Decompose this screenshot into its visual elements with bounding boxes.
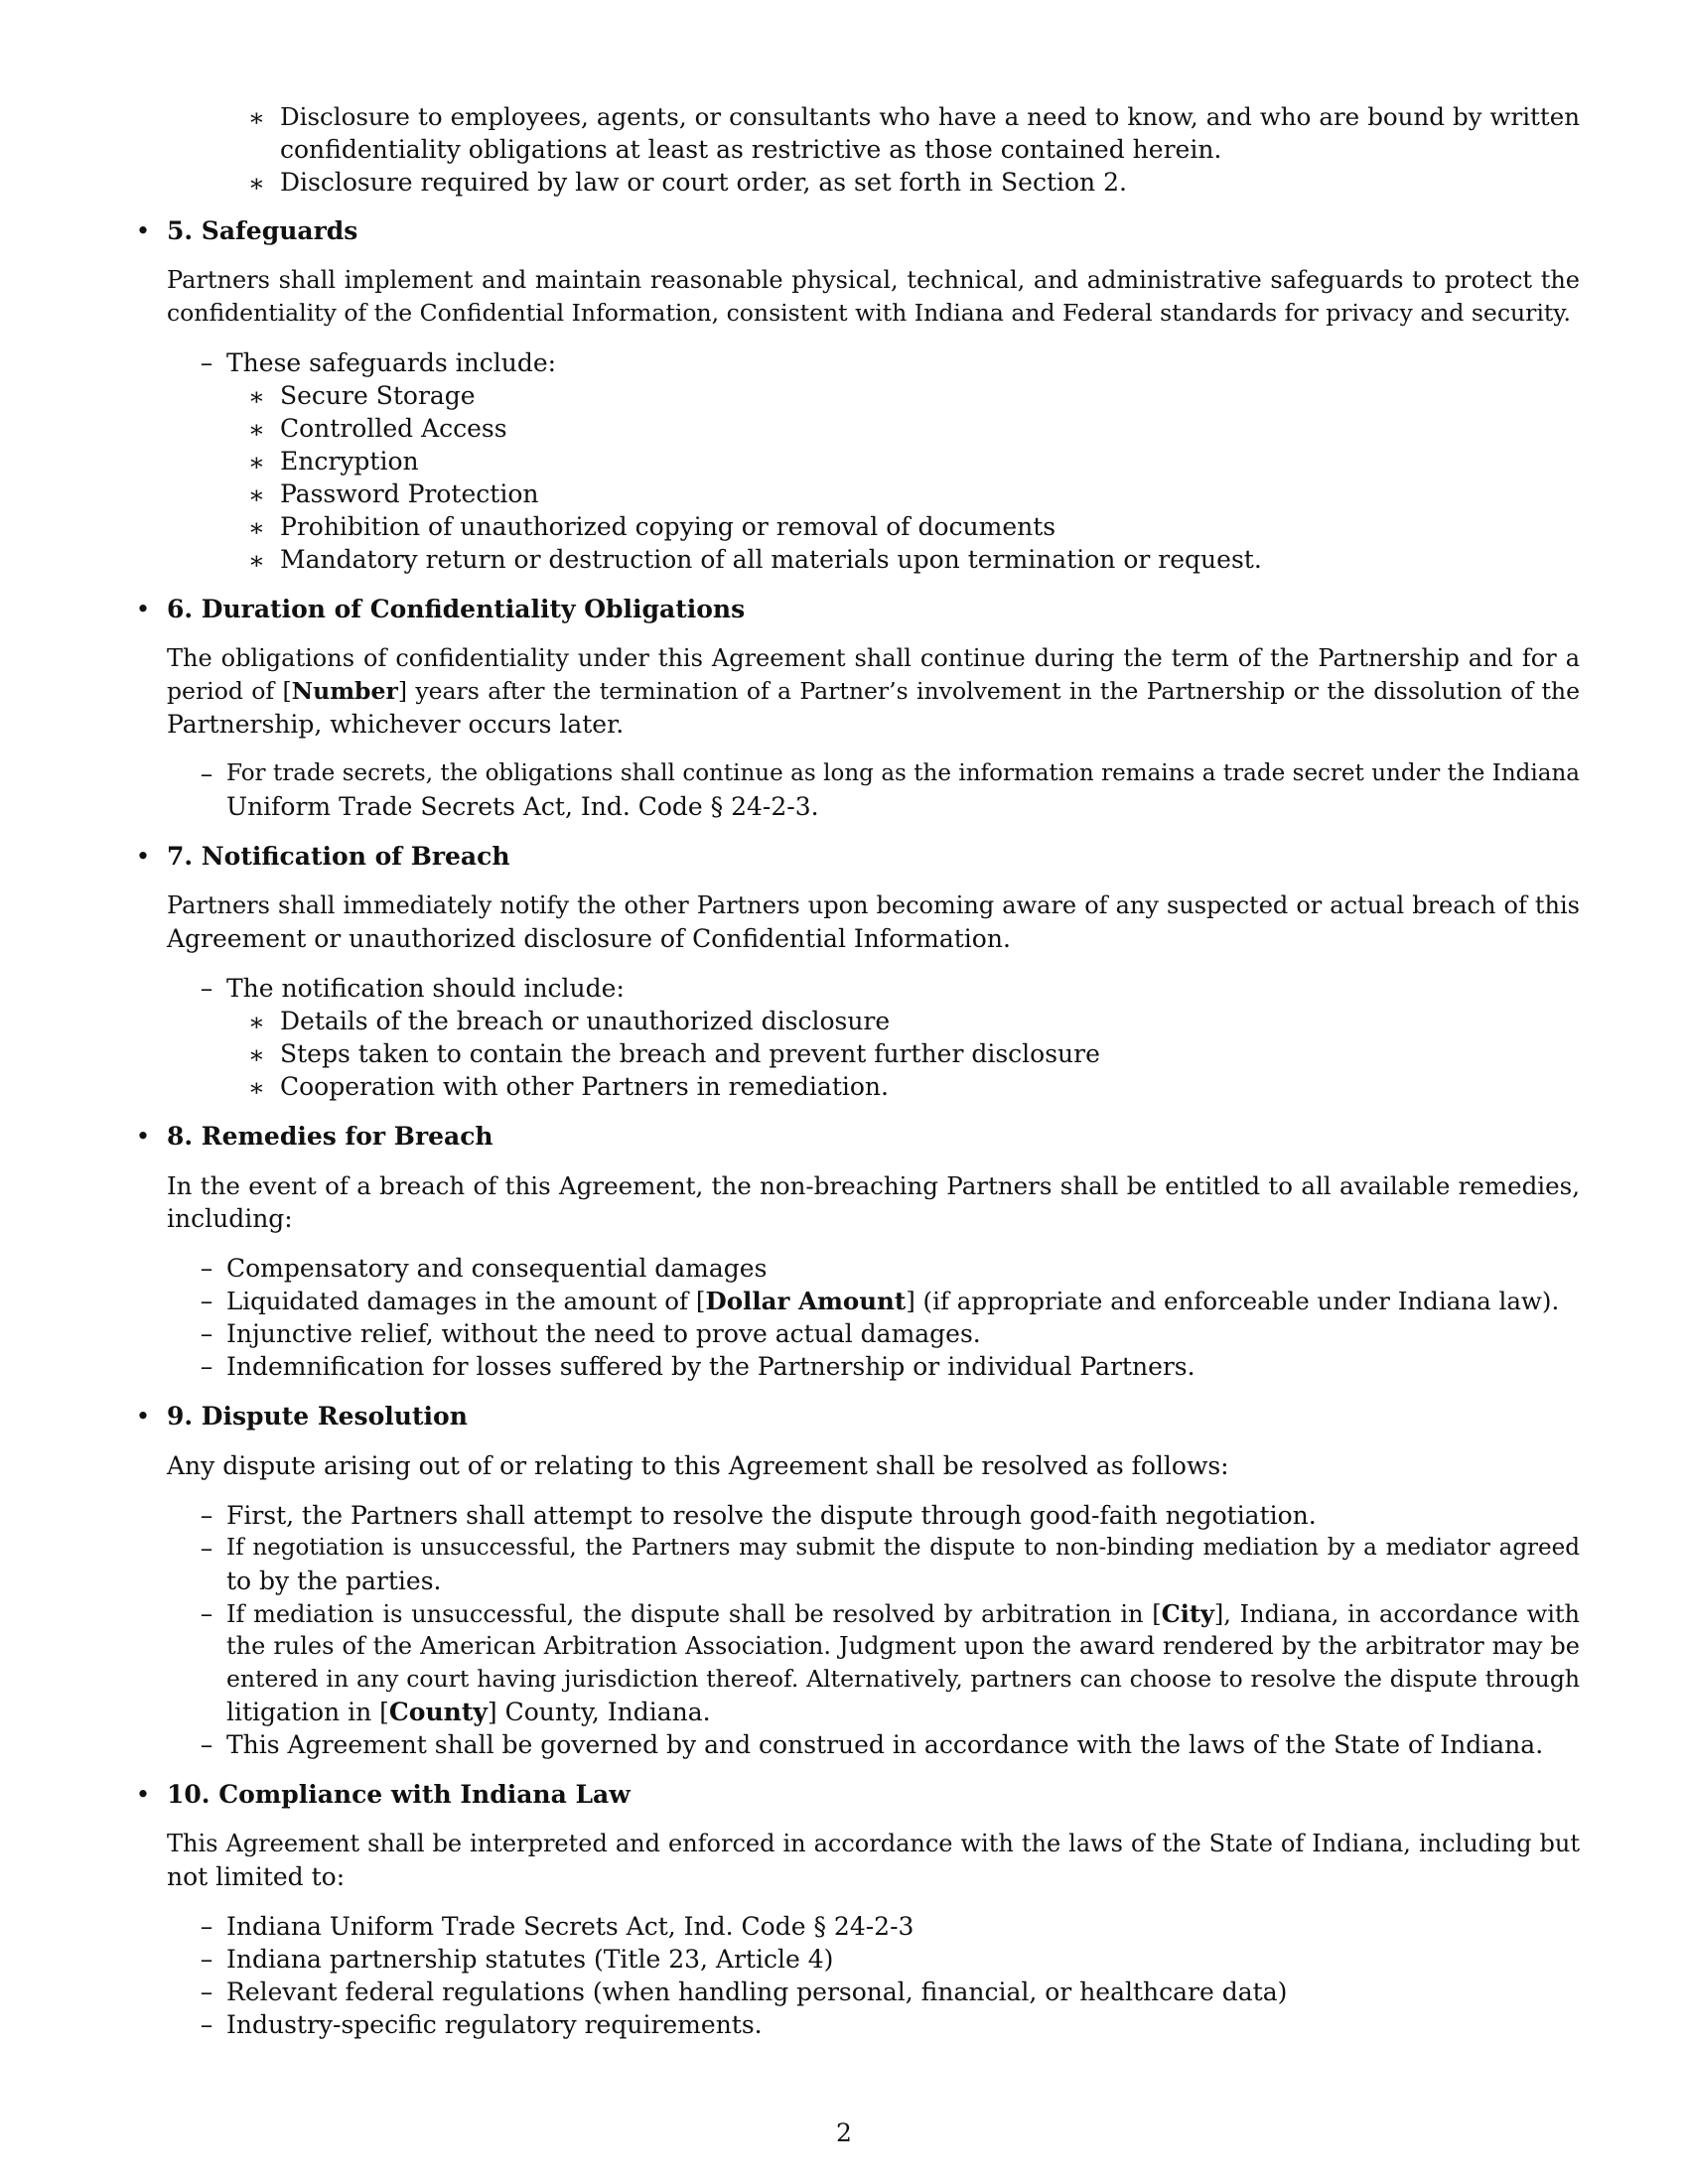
section-6-item-line-1: For trade secrets, the obligations shall continue as long as the information remains a trade secret under the Indiana — [226, 760, 1580, 786]
dash-bullet-icon: – — [200, 974, 213, 1003]
section-10-title: 10. Compliance with Indiana Law — [167, 1780, 631, 1809]
section-5-para-line-1: Partners shall implement and maintain reasonable physical, technical, and administrative safeguards to protect the — [167, 266, 1580, 294]
section-9-para: Any dispute arising out of or relating to this Agreement shall be resolved as follows: — [167, 1451, 1229, 1480]
section-10-item: Indiana partnership statutes (Title 23, Article 4) — [226, 1945, 834, 1974]
section-7-lead: The notification should include: — [226, 974, 625, 1003]
star-bullet-icon: ∗ — [248, 448, 265, 477]
section-6-para-line-3: Partnership, whichever occurs later. — [167, 710, 625, 739]
star-bullet-icon: ∗ — [248, 513, 265, 542]
dash-bullet-icon: – — [200, 1912, 213, 1941]
bullet-dot-icon: • — [135, 1780, 151, 1809]
section-8-item: Indemnification for losses suffered by the Partnership or individual Partners. — [226, 1352, 1196, 1381]
section-9-item: First, the Partners shall attempt to resolve the dispute through good-faith negotiation. — [226, 1501, 1317, 1530]
section-9-item: This Agreement shall be governed by and construed in accordance with the laws of the State of Indiana. — [226, 1730, 1544, 1759]
section-10-para-line-2: not limited to: — [167, 1862, 346, 1891]
bullet-dot-icon: • — [135, 595, 151, 623]
star-bullet-icon: ∗ — [248, 480, 265, 509]
section-8-item: Injunctive relief, without the need to prove actual damages. — [226, 1319, 981, 1348]
section-7-para-line-1: Partners shall immediately notify the other Partners upon becoming aware of any suspected or actual breach of this — [167, 891, 1580, 919]
section-9-title: 9. Dispute Resolution — [167, 1402, 468, 1431]
star-bullet-icon: ∗ — [248, 382, 265, 411]
section-5-lead: These safeguards include: — [226, 348, 557, 377]
section-6-para-line-1: The obligations of confidentiality under this Agreement shall continue during the term of the Partnership and for a — [167, 644, 1580, 672]
section-5-item: Password Protection — [280, 479, 539, 508]
dash-bullet-icon: – — [200, 759, 213, 788]
star-bullet-icon: ∗ — [248, 415, 265, 444]
dash-bullet-icon: – — [200, 1319, 213, 1348]
star-bullet-icon: ∗ — [248, 1073, 265, 1102]
section-9-item-3-line-4: litigation in [County] County, Indiana. — [226, 1698, 711, 1726]
section-5-item: Mandatory return or destruction of all materials upon termination or request. — [280, 545, 1262, 574]
placeholder-dollar-amount: Dollar Amount — [705, 1287, 907, 1315]
section-7-item: Steps taken to contain the breach and prevent further disclosure — [280, 1039, 1100, 1068]
dash-bullet-icon: – — [200, 1501, 213, 1530]
dash-bullet-icon: – — [200, 1599, 213, 1628]
bullet-dot-icon: • — [135, 842, 151, 871]
section-5-item: Prohibition of unauthorized copying or removal of documents — [280, 512, 1056, 541]
section-5-para-line-2: confidentiality of the Confidential Information, consistent with Indiana and Federal standards for privacy and security. — [167, 299, 1571, 327]
section-9-item-3-line-1: If mediation is unsuccessful, the dispute shall be resolved by arbitration in [City], Indiana, in accordance with — [226, 1599, 1580, 1628]
section-6-item-line-2: Uniform Trade Secrets Act, Ind. Code § 24-2-3. — [226, 792, 819, 821]
section-10-item: Industry-specific regulatory requirements. — [226, 2010, 763, 2039]
dash-bullet-icon: – — [200, 1978, 213, 2006]
bullet-dot-icon: • — [135, 216, 151, 245]
section-8-title: 8. Remedies for Breach — [167, 1122, 493, 1151]
star-bullet-icon: ∗ — [248, 546, 265, 575]
star-bullet-icon: ∗ — [248, 1040, 265, 1069]
section-6-para-line-2: period of [Number] years after the termination of a Partner’s involvement in the Partnership or the dissolution of the — [167, 677, 1580, 705]
section-7-para-line-2: Agreement or unauthorized disclosure of Confidential Information. — [167, 924, 1011, 953]
section-8-para-line-2: including: — [167, 1204, 293, 1233]
section-6-title: 6. Duration of Confidentiality Obligations — [167, 595, 746, 623]
section-9-item-3-line-3: entered in any court having jurisdiction thereof. Alternatively, partners can choose to resolve the dispute through — [226, 1665, 1580, 1693]
star-bullet-icon: ∗ — [248, 1008, 265, 1036]
dash-bullet-icon: – — [200, 348, 213, 377]
section-5-item: Controlled Access — [280, 414, 507, 443]
bullet-dot-icon: • — [135, 1122, 151, 1151]
section-10-item: Relevant federal regulations (when handling personal, financial, or healthcare data) — [226, 1978, 1288, 2006]
section-8-item: Compensatory and consequential damages — [226, 1254, 768, 1283]
section-9-item-2-line-2: to by the parties. — [226, 1567, 442, 1595]
section-7-title: 7. Notification of Breach — [167, 842, 510, 871]
star-bullet-icon: ∗ — [248, 103, 265, 132]
intro-item-1-line-1: Disclosure to employees, agents, or consultants who have a need to know, and who are bound by written — [280, 102, 1580, 131]
intro-item-2: Disclosure required by law or court order, as set forth in Section 2. — [280, 168, 1127, 197]
section-8-para-line-1: In the event of a breach of this Agreement, the non-breaching Partners shall be entitled to all available remedies, — [167, 1171, 1580, 1200]
section-5-item: Secure Storage — [280, 381, 476, 410]
intro-item-1-line-2: confidentiality obligations at least as restrictive as those contained herein. — [280, 135, 1222, 164]
section-8-item: Liquidated damages in the amount of [Dollar Amount] (if appropriate and enforceable under Indiana law). — [226, 1287, 1560, 1315]
section-10-item: Indiana Uniform Trade Secrets Act, Ind. Code § 24-2-3 — [226, 1912, 914, 1941]
star-bullet-icon: ∗ — [248, 169, 265, 198]
section-9-item-2-line-1: If negotiation is unsuccessful, the Partners may submit the dispute to non-binding mediation by a mediator agreed — [226, 1535, 1580, 1561]
section-10-para-line-1: This Agreement shall be interpreted and enforced in accordance with the laws of the State of Indiana, including but — [167, 1830, 1580, 1857]
section-9-item-3-line-2: the rules of the American Arbitration Association. Judgment upon the award rendered by the arbitrator may be — [226, 1632, 1580, 1660]
placeholder-county: County — [388, 1698, 488, 1726]
placeholder-city: City — [1161, 1599, 1214, 1628]
dash-bullet-icon: – — [200, 1254, 213, 1283]
dash-bullet-icon: – — [200, 1287, 213, 1315]
page-number: 2 — [836, 2118, 852, 2147]
section-7-item: Cooperation with other Partners in remediation. — [280, 1072, 889, 1101]
dash-bullet-icon: – — [200, 2010, 213, 2039]
dash-bullet-icon: – — [200, 1945, 213, 1974]
dash-bullet-icon: – — [200, 1534, 213, 1563]
bullet-dot-icon: • — [135, 1402, 151, 1431]
section-5-title: 5. Safeguards — [167, 216, 358, 245]
placeholder-number: Number — [291, 677, 398, 705]
section-7-item: Details of the breach or unauthorized disclosure — [280, 1007, 891, 1035]
dash-bullet-icon: – — [200, 1730, 213, 1759]
section-5-item: Encryption — [280, 447, 419, 476]
dash-bullet-icon: – — [200, 1352, 213, 1381]
